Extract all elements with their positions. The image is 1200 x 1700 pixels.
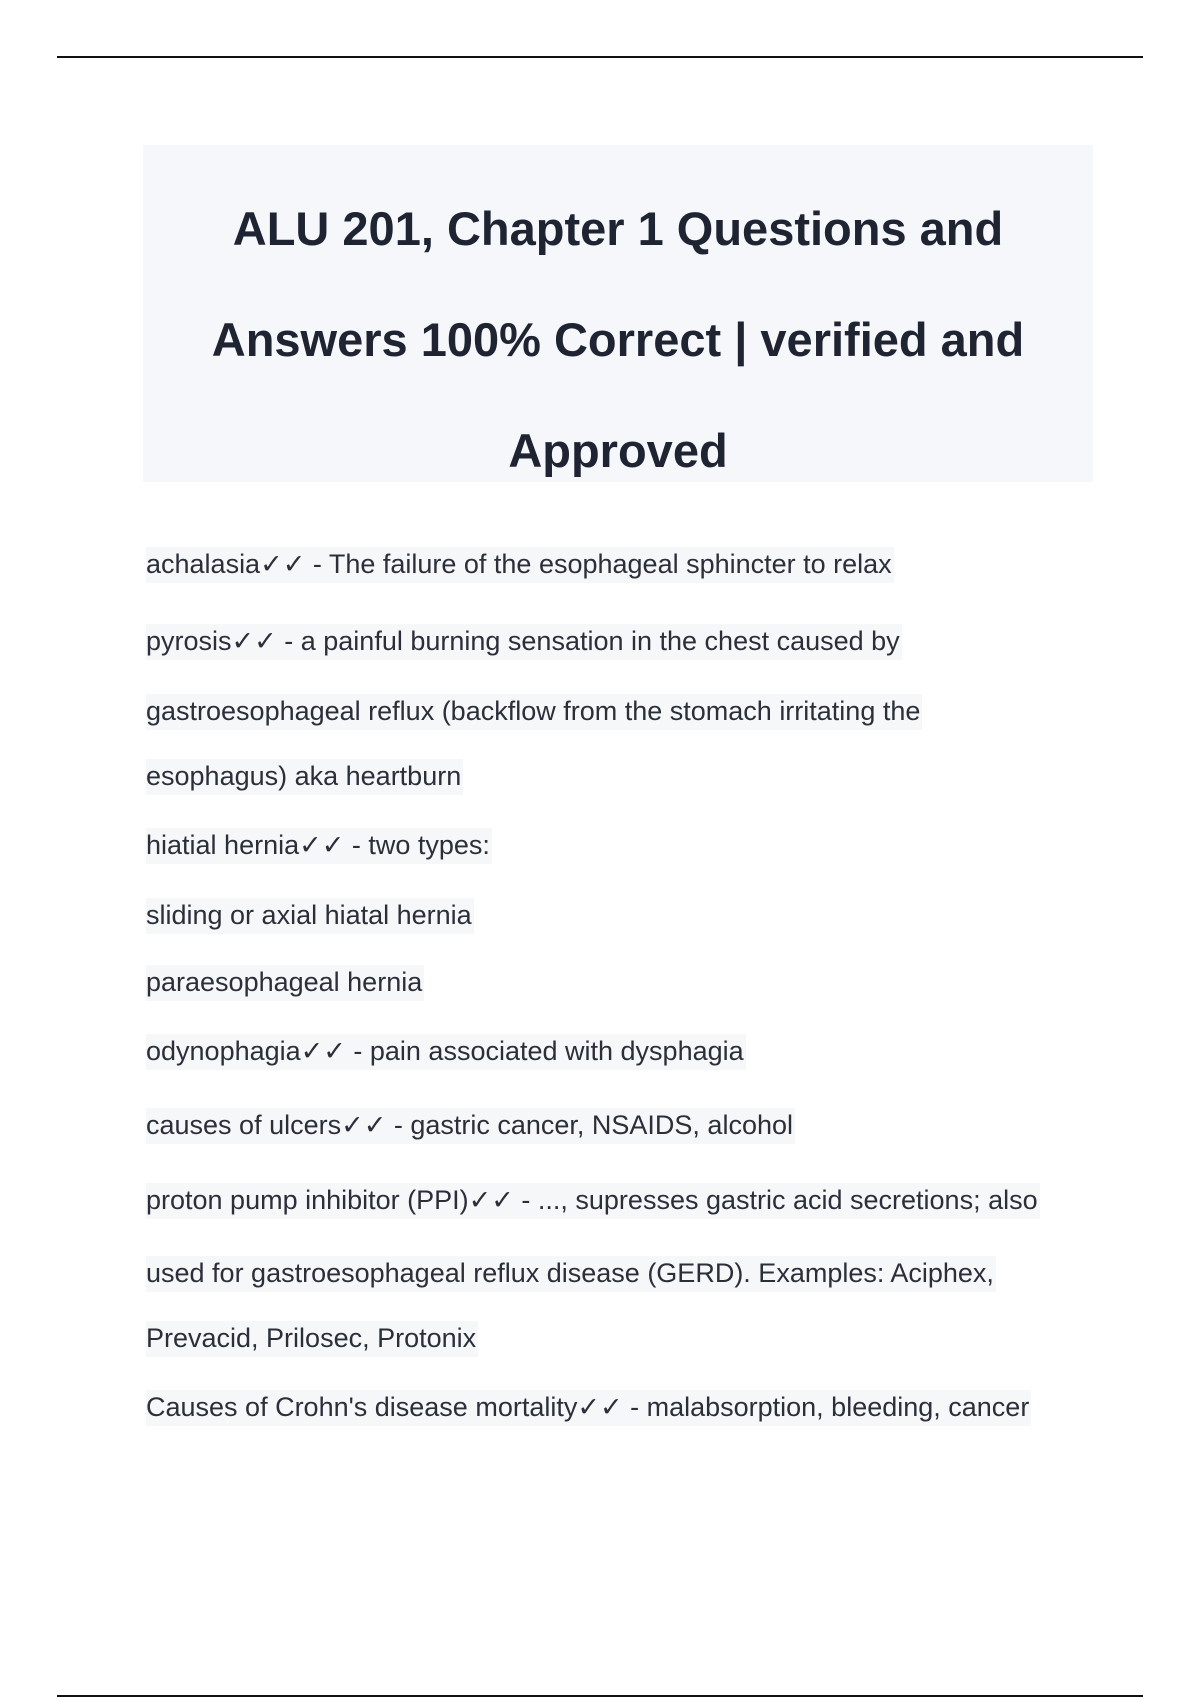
- entry-line: [146, 692, 922, 730]
- document-title: [143, 145, 1093, 506]
- entry-line: [146, 826, 492, 864]
- entry-line: [146, 622, 902, 660]
- entry-text: gastroesophageal reflux (backflow from the stomach irritating the: [146, 694, 922, 730]
- entry-text: paraesophageal hernia: [146, 965, 424, 1001]
- entry-text: achalasia✓✓ - The failure of the esophageal sphincter to relax: [146, 547, 894, 583]
- entry-line: [146, 963, 424, 1001]
- top-rule: [57, 56, 1143, 58]
- entry-line: [146, 545, 894, 583]
- entry-line: [146, 1388, 1031, 1426]
- entry-line: [146, 1254, 996, 1292]
- title-line: Approved: [508, 424, 728, 477]
- entry-text: esophagus) aka heartburn: [146, 759, 463, 795]
- entry-text: Causes of Crohn's disease mortality✓✓ - malabsorption, bleeding, cancer: [146, 1390, 1031, 1426]
- entry-line: [146, 1181, 1040, 1219]
- entry-text: causes of ulcers✓✓ - gastric cancer, NSAIDS, alcohol: [146, 1108, 795, 1144]
- title-box: [143, 145, 1093, 482]
- entry-text: proton pump inhibitor (PPI)✓✓ - ..., supresses gastric acid secretions; also: [146, 1183, 1040, 1219]
- entry-text: odynophagia✓✓ - pain associated with dysphagia: [146, 1034, 746, 1070]
- entry-line: [146, 1032, 746, 1070]
- entry-text: used for gastroesophageal reflux disease (GERD). Examples: Aciphex,: [146, 1256, 996, 1292]
- title-line: ALU 201, Chapter 1 Questions and: [232, 202, 1004, 255]
- title-line: Answers 100% Correct | verified and: [211, 313, 1025, 366]
- entry-text: hiatial hernia✓✓ - two types:: [146, 828, 492, 864]
- entry-text: pyrosis✓✓ - a painful burning sensation in the chest caused by: [146, 624, 902, 660]
- entry-text: sliding or axial hiatal hernia: [146, 898, 474, 934]
- entry-line: [146, 1106, 795, 1144]
- entry-text: Prevacid, Prilosec, Protonix: [146, 1321, 478, 1357]
- entry-line: [146, 1319, 478, 1357]
- entry-line: [146, 896, 474, 934]
- entry-line: [146, 757, 463, 795]
- bottom-rule: [57, 1695, 1143, 1697]
